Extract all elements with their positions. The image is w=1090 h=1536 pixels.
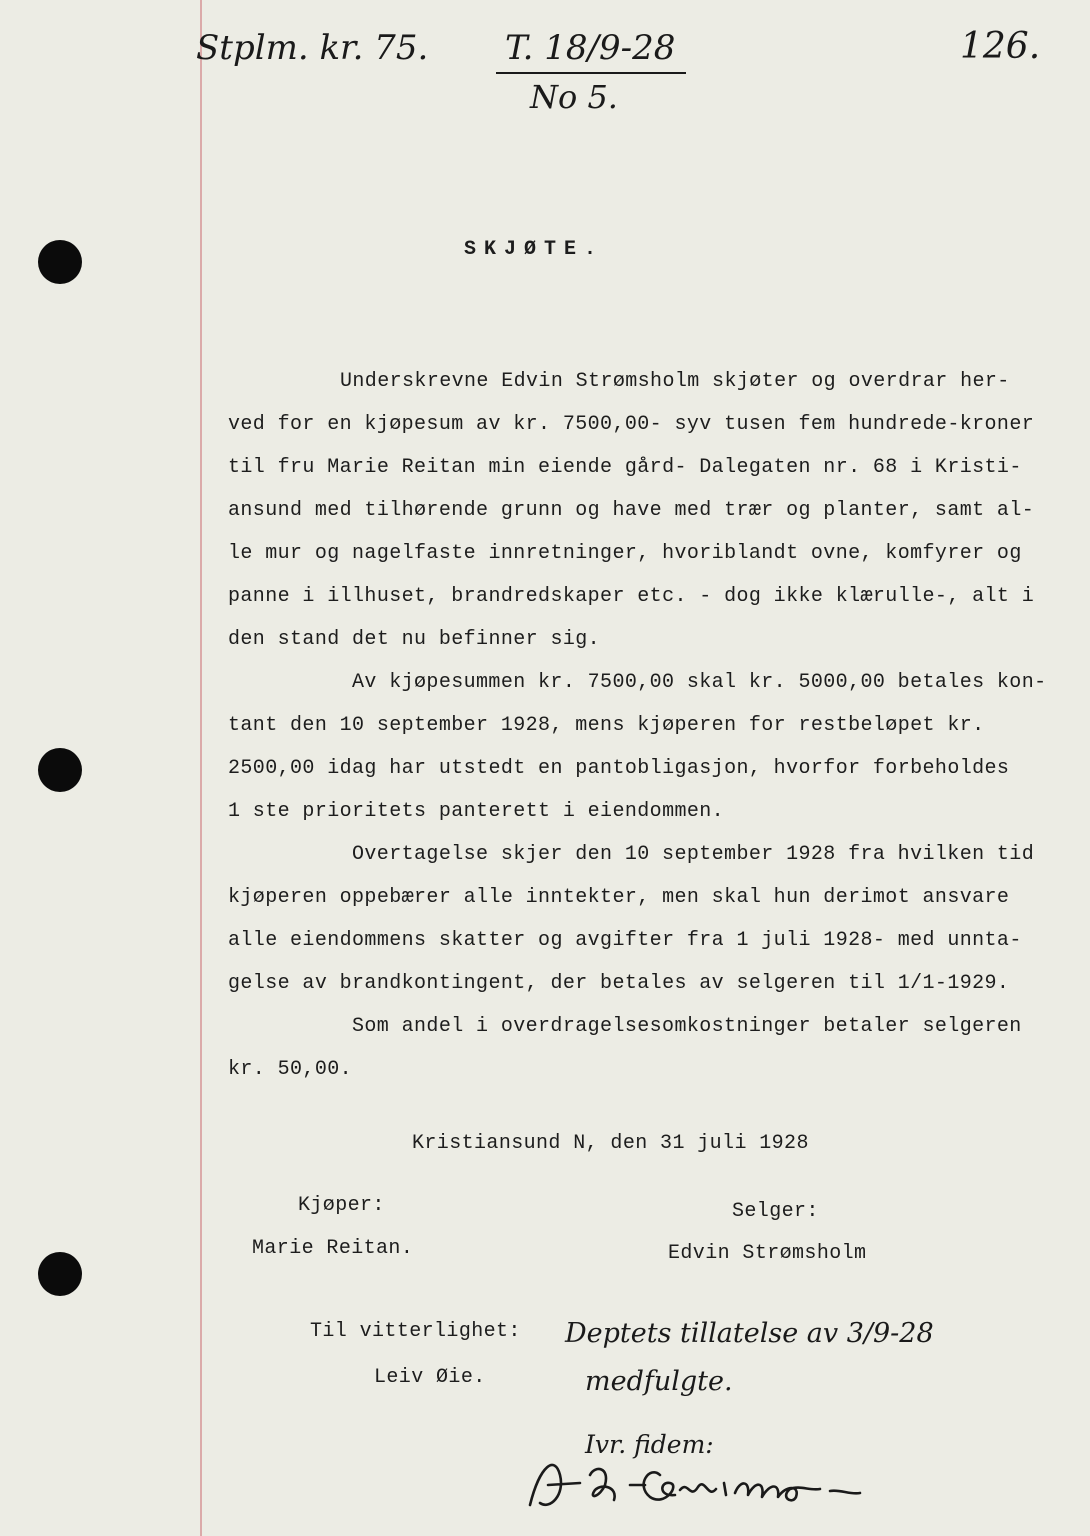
body-line-2: ved for en kjøpesum av kr. 7500,00- syv tusen fem hundrede-kroner bbox=[228, 413, 1035, 436]
body-line-12: Overtagelse skjer den 10 september 1928 fra hvilken tid bbox=[352, 843, 1035, 866]
header-ref: Stplm. kr. 75. bbox=[196, 28, 429, 68]
buyer-label: Kjøper: bbox=[298, 1194, 385, 1217]
witness-name: Leiv Øie. bbox=[374, 1366, 486, 1389]
body-line-8: Av kjøpesummen kr. 7500,00 skal kr. 5000,00 betales kon- bbox=[352, 671, 1047, 694]
body-line-1: Underskrevne Edvin Strømsholm skjøter og overdrar her- bbox=[340, 370, 1010, 393]
body-line-5: le mur og nagelfaste innretninger, hvoriblandt ovne, komfyrer og bbox=[228, 542, 1022, 565]
note-line-3: Ivr. fidem: bbox=[585, 1430, 714, 1459]
body-line-10: 2500,00 idag har utstedt en pantobligasjon, hvorfor forbeholdes bbox=[228, 757, 1010, 780]
body-line-11: 1 ste prioritets panterett i eiendommen. bbox=[228, 800, 725, 823]
body-line-15: gelse av brandkontingent, der betales av selgeren til 1/1-1929. bbox=[228, 972, 1010, 995]
document-title: SKJØTE. bbox=[464, 238, 605, 261]
signature bbox=[510, 1445, 880, 1525]
page-number: 126. bbox=[960, 26, 1041, 67]
body-line-17: kr. 50,00. bbox=[228, 1058, 353, 1081]
body-line-7: den stand det nu befinner sig. bbox=[228, 628, 601, 651]
header-date: T. 18/9-28 bbox=[505, 28, 676, 68]
margin-line bbox=[200, 0, 202, 1536]
body-line-9: tant den 10 september 1928, mens kjøperen for restbeløpet kr. bbox=[228, 714, 985, 737]
body-line-13: kjøperen oppebærer alle inntekter, men skal hun derimot ansvare bbox=[228, 886, 1010, 909]
body-line-3: til fru Marie Reitan min eiende gård- Dalegaten nr. 68 i Kristi- bbox=[228, 456, 1022, 479]
punch-hole-middle bbox=[38, 748, 82, 792]
body-line-4: ansund med tilhørende grunn og have med trær og planter, samt al- bbox=[228, 499, 1035, 522]
header-number: No 5. bbox=[530, 78, 618, 116]
body-line-6: panne i illhuset, brandredskaper etc. - dog ikke klærulle-, alt i bbox=[228, 585, 1035, 608]
seller-label: Selger: bbox=[732, 1200, 819, 1223]
place-date: Kristiansund N, den 31 juli 1928 bbox=[412, 1132, 809, 1155]
body-line-16: Som andel i overdragelsesomkostninger betaler selgeren bbox=[352, 1015, 1022, 1038]
seller-name: Edvin Strømsholm bbox=[668, 1242, 867, 1265]
punch-hole-top bbox=[38, 240, 82, 284]
note-line-1: Deptets tillatelse av 3/9-28 bbox=[565, 1318, 934, 1349]
note-line-2: medfulgte. bbox=[585, 1366, 733, 1397]
body-line-14: alle eiendommens skatter og avgifter fra 1 juli 1928- med unnta- bbox=[228, 929, 1022, 952]
header-underline bbox=[496, 72, 686, 74]
witness-label: Til vitterlighet: bbox=[310, 1320, 521, 1343]
buyer-name: Marie Reitan. bbox=[252, 1237, 414, 1260]
punch-hole-bottom bbox=[38, 1252, 82, 1296]
